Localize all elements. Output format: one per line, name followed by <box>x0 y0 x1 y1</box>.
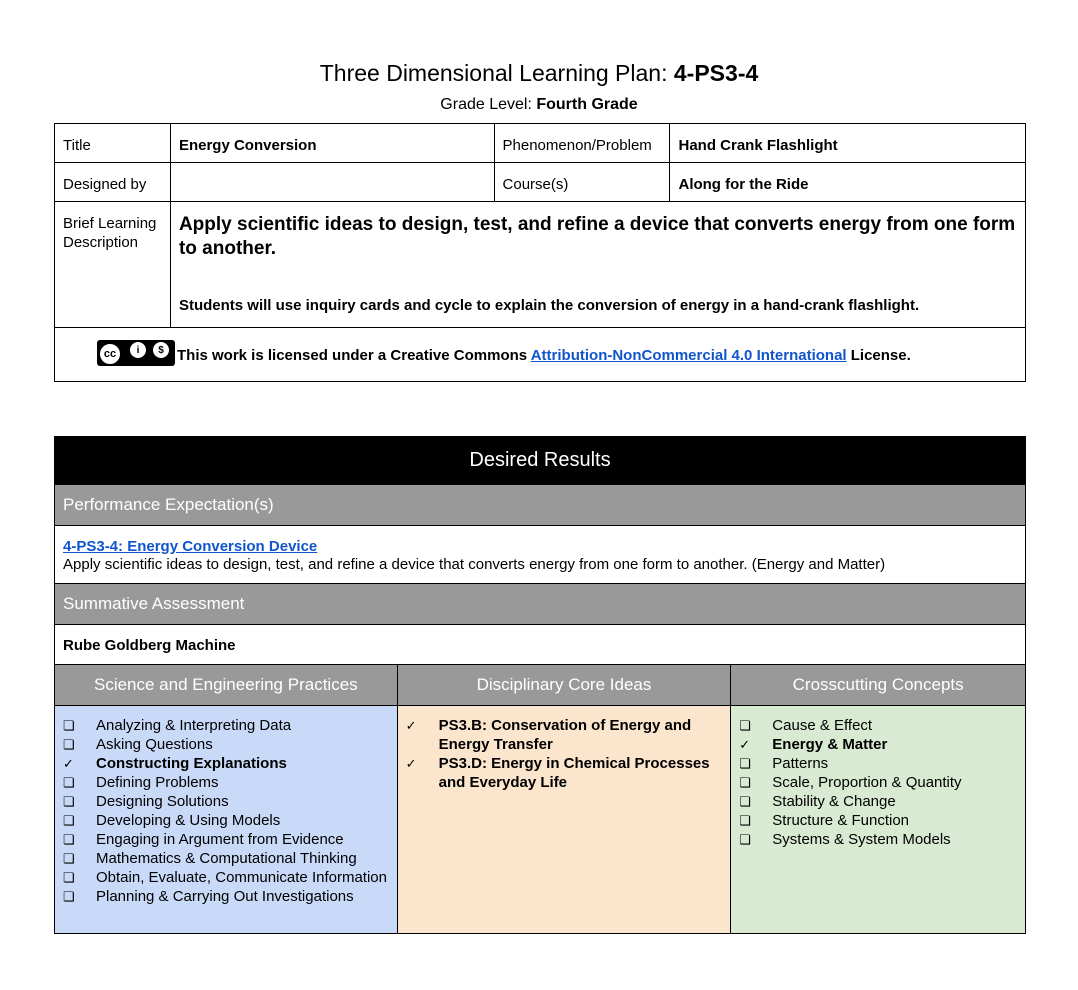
checklist-item <box>63 792 389 811</box>
title-label: Title <box>55 124 171 163</box>
sep-list <box>55 706 398 934</box>
dci-list <box>397 706 731 934</box>
checklist-item-label: Analyzing & Interpreting Data <box>96 717 292 734</box>
license-text: This work is licensed under a Creative Commons <box>177 347 531 364</box>
checklist-item-label: Scale, Proportion & Quantity <box>772 774 962 791</box>
checkbox-icon: ❏ <box>63 889 75 904</box>
checkmark-icon: ✓ <box>63 756 74 771</box>
checklist-item-label: Designing Solutions <box>96 793 229 810</box>
checkbox-icon: ❏ <box>63 775 75 790</box>
checkbox-icon: ❏ <box>739 832 751 847</box>
checklist-item-label: Stability & Change <box>772 793 896 810</box>
title-value: Energy Conversion <box>170 124 494 163</box>
brief-sub: Students will use inquiry cards and cycle to explain the conversion of energy in a hand-crank flashlight. <box>178 297 920 314</box>
sep-header: Science and Engineering Practices <box>55 665 398 706</box>
checklist-item <box>63 811 389 830</box>
grade-value: Fourth Grade <box>536 96 638 113</box>
checklist-item-label: Developing & Using Models <box>96 812 281 829</box>
desired-results-table <box>54 436 1026 934</box>
checkbox-icon: ❏ <box>739 775 751 790</box>
checklist-item <box>63 849 389 868</box>
ccc-list <box>731 706 1026 934</box>
license-row <box>55 328 1026 382</box>
checklist-item <box>406 716 723 754</box>
checklist-item <box>63 830 389 849</box>
checklist-item-label: Constructing Explanations <box>96 755 287 772</box>
brief-description <box>170 202 1025 328</box>
checklist-item <box>739 716 1017 735</box>
checklist-item <box>63 887 389 906</box>
checkbox-icon: ❏ <box>63 737 75 752</box>
checkbox-icon: ❏ <box>739 794 751 809</box>
title-prefix: Three Dimensional Learning Plan: <box>319 60 674 86</box>
summative-assessment-header: Summative Assessment <box>55 584 1026 625</box>
checklist-item <box>63 716 389 735</box>
course-value: Along for the Ride <box>670 163 1026 202</box>
pe-text: Apply scientific ideas to design, test, and refine a device that converts energy from one form to another. (Energy and Matter) <box>63 556 886 573</box>
cc-license-icon <box>97 340 175 366</box>
license-suffix: License. <box>846 347 911 364</box>
checklist-item <box>739 811 1017 830</box>
summative-assessment-value: Rube Goldberg Machine <box>55 625 1026 665</box>
checklist-item <box>739 792 1017 811</box>
checklist-item-label: PS3.B: Conservation of Energy and Energy Transfer <box>438 717 692 753</box>
checklist-item <box>739 735 1017 754</box>
checklist-item-label: Energy & Matter <box>772 736 888 753</box>
phenomenon-label: Phenomenon/Problem <box>494 124 670 163</box>
brief-label: Brief Learning Description <box>55 202 171 328</box>
title-code: 4-PS3-4 <box>673 60 759 86</box>
nc-icon: $ <box>152 341 170 359</box>
checklist-item <box>739 773 1017 792</box>
checkmark-icon: ✓ <box>739 737 751 752</box>
checklist-item-label: PS3.D: Energy in Chemical Processes and Everyday Life <box>438 755 710 791</box>
course-label: Course(s) <box>494 163 670 202</box>
checkbox-icon: ❏ <box>63 794 75 809</box>
pe-link[interactable]: 4-PS3-4: Energy Conversion Device <box>63 538 318 555</box>
checkbox-icon: ❏ <box>63 870 75 885</box>
checkmark-icon: ✓ <box>405 756 417 771</box>
checkbox-icon: ❏ <box>739 756 751 771</box>
cc-logo: cc <box>99 343 121 365</box>
checklist-item-label: Mathematics & Computational Thinking <box>96 850 357 867</box>
grade-label: Grade Level: <box>440 96 537 113</box>
info-table <box>54 123 1026 382</box>
checklist-item-label: Obtain, Evaluate, Communicate Information <box>96 869 387 886</box>
checklist-item <box>63 735 389 754</box>
checklist-item-label: Defining Problems <box>96 774 219 791</box>
performance-expectation-header: Performance Expectation(s) <box>55 485 1026 526</box>
checkbox-icon: ❏ <box>63 851 75 866</box>
phenomenon-value: Hand Crank Flashlight <box>670 124 1026 163</box>
dci-header: Disciplinary Core Ideas <box>397 665 731 706</box>
checklist-item <box>406 754 723 792</box>
checklist-item <box>63 773 389 792</box>
checklist-item-label: Structure & Function <box>772 812 910 829</box>
checklist-item <box>739 754 1017 773</box>
performance-expectation <box>55 526 1026 584</box>
checklist-item-label: Engaging in Argument from Evidence <box>96 831 344 848</box>
checklist-item-label: Planning & Carrying Out Investigations <box>96 888 354 905</box>
checkbox-icon: ❏ <box>63 718 75 733</box>
checklist-item <box>739 830 1017 849</box>
page-title <box>0 60 1078 87</box>
checkbox-icon: ❏ <box>739 718 751 733</box>
ccc-header: Crosscutting Concepts <box>731 665 1026 706</box>
checkbox-icon: ❏ <box>63 813 75 828</box>
checklist-item <box>63 754 389 773</box>
designed-label: Designed by <box>55 163 171 202</box>
checkmark-icon: ✓ <box>405 718 417 733</box>
grade-level <box>0 96 1078 114</box>
checklist-item-label: Patterns <box>772 755 829 772</box>
brief-main: Apply scientific ideas to design, test, and refine a device that converts energy from one form to another. <box>178 214 1016 259</box>
checklist-item-label: Asking Questions <box>96 736 213 753</box>
checklist-item-label: Cause & Effect <box>772 717 873 734</box>
checkbox-icon: ❏ <box>739 813 751 828</box>
by-icon: i <box>129 341 147 359</box>
desired-results-header: Desired Results <box>55 437 1026 485</box>
checklist-item-label: Systems & System Models <box>772 831 951 848</box>
checklist-item <box>63 868 389 887</box>
checkbox-icon: ❏ <box>63 832 75 847</box>
license-link[interactable]: Attribution-NonCommercial 4.0 International <box>530 347 847 364</box>
designed-value <box>170 163 494 202</box>
